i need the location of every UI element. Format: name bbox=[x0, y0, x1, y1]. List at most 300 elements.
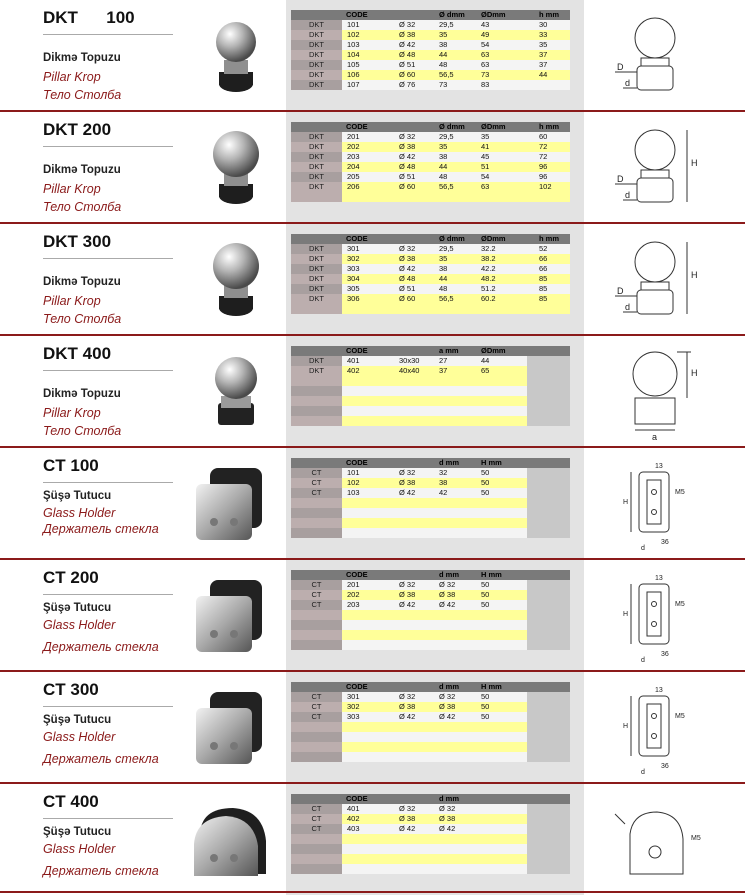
table-cell: 50 bbox=[481, 712, 490, 721]
table-cell: Ø 38 bbox=[399, 478, 416, 487]
table-cell: 105 bbox=[347, 60, 360, 69]
dim-label-D: D bbox=[617, 174, 624, 184]
table-cell: Ø 51 bbox=[399, 60, 416, 69]
row-prefix: DKT bbox=[291, 70, 342, 80]
slot-outline bbox=[647, 480, 661, 524]
table-cell: 44 bbox=[439, 50, 448, 59]
table-cell: 54 bbox=[481, 172, 490, 181]
dim-line bbox=[615, 814, 625, 824]
table-row bbox=[291, 162, 570, 172]
row-prefix bbox=[291, 752, 342, 762]
technical-drawing bbox=[595, 794, 730, 889]
spec-table bbox=[291, 346, 570, 426]
ball bbox=[215, 357, 257, 399]
dim-label-a: a bbox=[652, 432, 658, 441]
row-prefix: DKT bbox=[291, 132, 342, 142]
table-cell: 38 bbox=[439, 40, 448, 49]
table-cell: Ø 42 bbox=[399, 824, 416, 833]
name-azerbaijani: Dikmə Topuzu bbox=[43, 164, 121, 176]
table-cell: 85 bbox=[539, 284, 548, 293]
technical-drawing-frame bbox=[595, 794, 730, 889]
table-cell: 48 bbox=[439, 172, 448, 181]
row-prefix: DKT bbox=[291, 162, 342, 172]
row-prefix bbox=[291, 742, 342, 752]
table-cell: 301 bbox=[347, 244, 360, 253]
table-cell: 401 bbox=[347, 804, 360, 813]
row-prefix bbox=[291, 396, 342, 406]
table-cell: 50 bbox=[481, 580, 490, 589]
table-cell: Ø 38 bbox=[399, 254, 416, 263]
table-cell: 107 bbox=[347, 80, 360, 89]
table-row bbox=[291, 712, 570, 722]
code-underline bbox=[43, 146, 173, 147]
row-prefix: DKT bbox=[291, 152, 342, 162]
screw-outline bbox=[652, 602, 657, 607]
product-photo-frame bbox=[196, 12, 276, 107]
product-code: CT 200 bbox=[43, 568, 99, 587]
table-cell: 44 bbox=[481, 356, 490, 365]
table-header bbox=[291, 346, 570, 356]
table-cell: 48 bbox=[439, 60, 448, 69]
table-cell: Ø 32 bbox=[439, 804, 456, 813]
spare-column bbox=[527, 508, 570, 518]
holder-outline bbox=[639, 584, 669, 644]
technical-drawing-frame bbox=[595, 458, 730, 553]
row-prefix: CT bbox=[291, 580, 342, 590]
column-header: d mm bbox=[439, 794, 460, 803]
empty-row bbox=[291, 528, 570, 538]
table-cell: 302 bbox=[347, 254, 360, 263]
table-cell: 30x30 bbox=[399, 356, 420, 365]
ball bbox=[216, 22, 256, 62]
empty-row bbox=[291, 192, 570, 202]
dim-label-m5: M5 bbox=[691, 835, 701, 842]
neck-outline bbox=[641, 282, 669, 290]
technical-drawing bbox=[595, 234, 730, 329]
screw bbox=[210, 518, 218, 526]
row-prefix bbox=[291, 376, 342, 386]
table-cell: 303 bbox=[347, 264, 360, 273]
table-cell: Ø 42 bbox=[399, 712, 416, 721]
code-underline bbox=[43, 34, 173, 35]
spare-column bbox=[527, 804, 570, 814]
screw-outline bbox=[652, 734, 657, 739]
name-azerbaijani: Dikmə Topuzu bbox=[43, 388, 121, 400]
column-header: CODE bbox=[346, 458, 368, 467]
spare-column bbox=[527, 722, 570, 732]
spare-column bbox=[527, 366, 570, 376]
table-cell: 44 bbox=[439, 162, 448, 171]
dim-label-36: 36 bbox=[661, 763, 669, 770]
column-header: d mm bbox=[439, 458, 460, 467]
screw bbox=[210, 742, 218, 750]
section-divider bbox=[0, 670, 745, 672]
table-cell: 206 bbox=[347, 182, 360, 191]
dim-label-h: H bbox=[623, 499, 629, 506]
dim-label-m5: M5 bbox=[675, 489, 685, 496]
table-cell: 63 bbox=[481, 50, 490, 59]
dim-label-d: d bbox=[625, 190, 631, 200]
column-header: a mm bbox=[439, 346, 459, 355]
spare-column bbox=[527, 356, 570, 366]
empty-row bbox=[291, 610, 570, 620]
table-cell: Ø 32 bbox=[399, 132, 416, 141]
product-code: CT 300 bbox=[43, 680, 99, 699]
table-cell: 402 bbox=[347, 366, 360, 375]
technical-drawing-frame bbox=[595, 346, 730, 441]
column-header: ØDmm bbox=[481, 234, 506, 243]
row-prefix: CT bbox=[291, 478, 342, 488]
row-prefix: DKT bbox=[291, 50, 342, 60]
spare-column bbox=[527, 752, 570, 762]
dim-label-d: d bbox=[625, 78, 631, 88]
table-cell: Ø 32 bbox=[399, 244, 416, 253]
section-divider bbox=[0, 558, 745, 560]
table-cell: 63 bbox=[481, 182, 490, 191]
name-english: Glass Holder bbox=[43, 506, 116, 520]
table-cell: 101 bbox=[347, 20, 360, 29]
empty-row bbox=[291, 498, 570, 508]
table-row bbox=[291, 50, 570, 60]
table-cell: 41 bbox=[481, 142, 490, 151]
table-header bbox=[291, 10, 570, 20]
spare-column bbox=[527, 406, 570, 416]
spec-table bbox=[291, 570, 570, 650]
table-cell: 306 bbox=[347, 294, 360, 303]
table-cell: 44 bbox=[439, 274, 448, 283]
product-photo-frame bbox=[196, 236, 276, 331]
row-prefix: DKT bbox=[291, 366, 342, 376]
product-photo-frame bbox=[188, 572, 273, 667]
column-header: h mm bbox=[539, 122, 560, 131]
table-cell: 305 bbox=[347, 284, 360, 293]
table-cell: Ø 51 bbox=[399, 284, 416, 293]
table-cell: 54 bbox=[481, 40, 490, 49]
table-row bbox=[291, 702, 570, 712]
empty-row bbox=[291, 518, 570, 528]
table-cell: Ø 32 bbox=[399, 20, 416, 29]
name-azerbaijani: Şüşə Tutucu bbox=[43, 714, 112, 726]
empty-row bbox=[291, 620, 570, 630]
empty-row bbox=[291, 844, 570, 854]
row-prefix bbox=[291, 528, 342, 538]
table-row bbox=[291, 600, 570, 610]
row-prefix: DKT bbox=[291, 294, 342, 304]
column-header: CODE bbox=[346, 346, 368, 355]
product-section bbox=[0, 112, 745, 224]
row-prefix: CT bbox=[291, 590, 342, 600]
empty-row bbox=[291, 630, 570, 640]
table-cell: 60.2 bbox=[481, 294, 496, 303]
column-header: ØDmm bbox=[481, 346, 506, 355]
row-prefix bbox=[291, 386, 342, 396]
table-row bbox=[291, 366, 570, 376]
technical-drawing bbox=[595, 10, 730, 105]
table-cell: 29,5 bbox=[439, 20, 454, 29]
table-row bbox=[291, 356, 570, 366]
table-row bbox=[291, 824, 570, 834]
name-english: Pillar Krop bbox=[43, 294, 101, 308]
table-cell: 401 bbox=[347, 356, 360, 365]
technical-drawing-frame bbox=[595, 10, 730, 105]
table-cell: 203 bbox=[347, 600, 360, 609]
empty-row bbox=[291, 640, 570, 650]
table-cell: 83 bbox=[481, 80, 490, 89]
table-cell: Ø 42 bbox=[439, 824, 456, 833]
table-cell: 66 bbox=[539, 264, 548, 273]
dim-label-h: H bbox=[691, 368, 698, 378]
spare-column bbox=[527, 396, 570, 406]
empty-row bbox=[291, 752, 570, 762]
empty-row bbox=[291, 732, 570, 742]
section-divider bbox=[0, 446, 745, 448]
table-cell: 301 bbox=[347, 692, 360, 701]
name-english: Glass Holder bbox=[43, 618, 116, 632]
table-cell: 51.2 bbox=[481, 284, 496, 293]
dim-label-h: H bbox=[691, 270, 698, 280]
table-cell: 102 bbox=[347, 478, 360, 487]
empty-row bbox=[291, 864, 570, 874]
row-prefix bbox=[291, 304, 342, 314]
neck-outline bbox=[641, 170, 669, 178]
name-russian: Тело Столба bbox=[43, 88, 122, 102]
table-cell: 35 bbox=[439, 142, 448, 151]
screw bbox=[230, 518, 238, 526]
row-prefix: DKT bbox=[291, 254, 342, 264]
screw-outline bbox=[652, 510, 657, 515]
spare-column bbox=[527, 864, 570, 874]
dim-label-m5: M5 bbox=[675, 713, 685, 720]
spare-column bbox=[527, 478, 570, 488]
table-row bbox=[291, 70, 570, 80]
table-cell: 35 bbox=[481, 132, 490, 141]
table-row bbox=[291, 468, 570, 478]
row-prefix: DKT bbox=[291, 142, 342, 152]
screw bbox=[230, 630, 238, 638]
table-row bbox=[291, 814, 570, 824]
screw bbox=[230, 854, 238, 862]
table-cell: 35 bbox=[439, 254, 448, 263]
row-prefix: CT bbox=[291, 712, 342, 722]
table-cell: Ø 48 bbox=[399, 274, 416, 283]
spare-column bbox=[527, 590, 570, 600]
product-photo-frame bbox=[188, 684, 273, 779]
table-row bbox=[291, 264, 570, 274]
table-cell: Ø 76 bbox=[399, 80, 416, 89]
row-prefix bbox=[291, 722, 342, 732]
table-cell: 27 bbox=[439, 356, 448, 365]
name-azerbaijani: Dikmə Topuzu bbox=[43, 52, 121, 64]
base-outline bbox=[635, 398, 675, 424]
table-cell: 38.2 bbox=[481, 254, 496, 263]
table-header bbox=[291, 794, 570, 804]
empty-row bbox=[291, 396, 570, 406]
screw bbox=[230, 742, 238, 750]
name-azerbaijani: Dikmə Topuzu bbox=[43, 276, 121, 288]
row-prefix: CT bbox=[291, 600, 342, 610]
product-photo bbox=[188, 572, 273, 662]
table-row bbox=[291, 20, 570, 30]
code-underline bbox=[43, 370, 173, 371]
product-photo-frame bbox=[196, 124, 276, 219]
row-prefix: CT bbox=[291, 702, 342, 712]
technical-drawing-frame bbox=[595, 234, 730, 329]
product-section bbox=[0, 448, 745, 560]
row-prefix bbox=[291, 498, 342, 508]
table-cell: 29,5 bbox=[439, 244, 454, 253]
dim-label-36: 36 bbox=[661, 651, 669, 658]
ball-outline bbox=[635, 242, 675, 282]
table-row bbox=[291, 254, 570, 264]
section-divider bbox=[0, 334, 745, 336]
dim-label-d: d bbox=[641, 657, 645, 664]
table-cell: 50 bbox=[481, 702, 490, 711]
row-prefix bbox=[291, 640, 342, 650]
dim-label-m5: M5 bbox=[675, 601, 685, 608]
table-header bbox=[291, 682, 570, 692]
row-prefix: CT bbox=[291, 488, 342, 498]
table-cell: 104 bbox=[347, 50, 360, 59]
product-section bbox=[0, 336, 745, 448]
ball-outline bbox=[635, 18, 675, 58]
row-prefix bbox=[291, 854, 342, 864]
table-cell: 48 bbox=[439, 284, 448, 293]
technical-drawing bbox=[595, 122, 730, 217]
table-cell: 29,5 bbox=[439, 132, 454, 141]
name-english: Pillar Krop bbox=[43, 70, 101, 84]
screw-outline bbox=[652, 622, 657, 627]
table-cell: 403 bbox=[347, 824, 360, 833]
table-cell: 103 bbox=[347, 40, 360, 49]
dim-label-d: d bbox=[625, 302, 631, 312]
table-cell: 72 bbox=[539, 152, 548, 161]
section-divider bbox=[0, 110, 745, 112]
spec-table bbox=[291, 234, 570, 314]
table-cell: 85 bbox=[539, 294, 548, 303]
table-cell: 33 bbox=[539, 30, 548, 39]
product-photo-frame bbox=[196, 348, 276, 443]
table-row bbox=[291, 294, 570, 304]
product-photo bbox=[188, 460, 273, 550]
table-cell: 201 bbox=[347, 580, 360, 589]
row-prefix: CT bbox=[291, 804, 342, 814]
code-underline bbox=[43, 482, 173, 483]
spare-column bbox=[527, 814, 570, 824]
row-prefix bbox=[291, 864, 342, 874]
table-cell: 102 bbox=[347, 30, 360, 39]
product-code: CT 400 bbox=[43, 792, 99, 811]
table-cell: 37 bbox=[439, 366, 448, 375]
product-section bbox=[0, 0, 745, 112]
table-cell: 101 bbox=[347, 468, 360, 477]
dim-label-13: 13 bbox=[655, 687, 663, 694]
table-header bbox=[291, 570, 570, 580]
table-cell: Ø 32 bbox=[399, 580, 416, 589]
table-row bbox=[291, 182, 570, 192]
row-prefix: DKT bbox=[291, 30, 342, 40]
column-header: d mm bbox=[439, 570, 460, 579]
table-row bbox=[291, 804, 570, 814]
table-cell: 63 bbox=[481, 60, 490, 69]
table-cell: Ø 42 bbox=[399, 264, 416, 273]
technical-drawing bbox=[595, 458, 730, 553]
table-cell: Ø 60 bbox=[399, 182, 416, 191]
table-cell: Ø 42 bbox=[439, 712, 456, 721]
neck bbox=[224, 60, 248, 74]
dim-label-D: D bbox=[617, 286, 624, 296]
dim-label-D: D bbox=[617, 62, 624, 72]
base-outline bbox=[637, 66, 673, 90]
column-header: h mm bbox=[539, 234, 560, 243]
table-cell: 65 bbox=[481, 366, 490, 375]
technical-drawing-frame bbox=[595, 682, 730, 777]
dim-label-13: 13 bbox=[655, 463, 663, 470]
column-header: CODE bbox=[346, 570, 368, 579]
code-underline bbox=[43, 258, 173, 259]
table-cell: 204 bbox=[347, 162, 360, 171]
holder-outline bbox=[639, 696, 669, 756]
product-photo-frame bbox=[188, 796, 273, 891]
table-cell: 50 bbox=[481, 692, 490, 701]
spare-column bbox=[527, 518, 570, 528]
table-row bbox=[291, 132, 570, 142]
dim-label-36: 36 bbox=[661, 539, 669, 546]
column-header: h mm bbox=[539, 10, 560, 19]
table-cell: 35 bbox=[439, 30, 448, 39]
row-prefix: DKT bbox=[291, 274, 342, 284]
row-prefix: DKT bbox=[291, 182, 342, 192]
table-cell: 72 bbox=[539, 142, 548, 151]
spare-column bbox=[527, 630, 570, 640]
name-azerbaijani: Şüşə Tutucu bbox=[43, 602, 112, 614]
ball-outline bbox=[633, 352, 677, 396]
spare-column bbox=[527, 620, 570, 630]
table-cell: 50 bbox=[481, 488, 490, 497]
table-cell: Ø 42 bbox=[399, 152, 416, 161]
table-row bbox=[291, 172, 570, 182]
code-underline bbox=[43, 818, 173, 819]
row-prefix: DKT bbox=[291, 244, 342, 254]
table-cell: 60 bbox=[539, 132, 548, 141]
row-prefix: CT bbox=[291, 814, 342, 824]
spare-column bbox=[527, 610, 570, 620]
slot-outline bbox=[647, 704, 661, 748]
table-cell: 202 bbox=[347, 142, 360, 151]
table-cell: 56,5 bbox=[439, 182, 454, 191]
row-prefix bbox=[291, 508, 342, 518]
table-cell: 73 bbox=[481, 70, 490, 79]
row-prefix: DKT bbox=[291, 60, 342, 70]
table-row bbox=[291, 274, 570, 284]
product-photo bbox=[196, 124, 276, 214]
section-divider bbox=[0, 222, 745, 224]
front-plate bbox=[196, 708, 252, 764]
table-cell: 103 bbox=[347, 488, 360, 497]
table-cell: 30 bbox=[539, 20, 548, 29]
empty-row bbox=[291, 406, 570, 416]
table-cell: Ø 38 bbox=[399, 30, 416, 39]
row-prefix: DKT bbox=[291, 356, 342, 366]
table-cell: 35 bbox=[539, 40, 548, 49]
column-header: H mm bbox=[481, 458, 502, 467]
table-row bbox=[291, 284, 570, 294]
spec-table bbox=[291, 794, 570, 874]
table-cell: 42 bbox=[439, 488, 448, 497]
table-cell: 202 bbox=[347, 590, 360, 599]
product-code: CT 100 bbox=[43, 456, 99, 475]
table-cell: Ø 42 bbox=[399, 40, 416, 49]
table-cell: 50 bbox=[481, 468, 490, 477]
